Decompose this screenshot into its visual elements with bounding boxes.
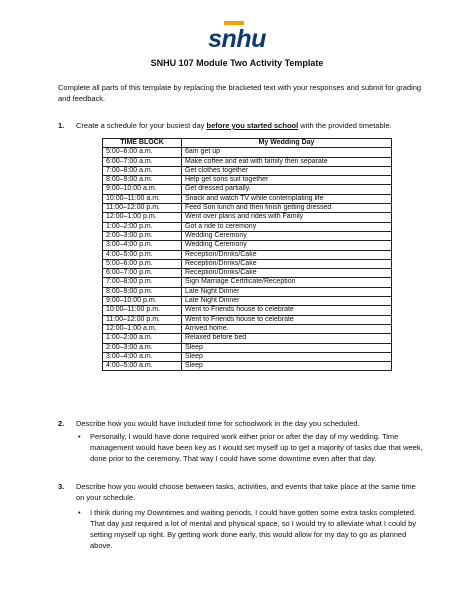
schedule-row: [103, 213, 392, 222]
time-block-cell: 5:00–6:00 p.m.: [103, 259, 182, 268]
time-block-cell: 7:00–8:00 p.m.: [103, 278, 182, 287]
time-block-cell: 6:00–7:00 a.m.: [103, 157, 182, 166]
activity-cell: Reception/Drinks/Cake: [182, 269, 392, 278]
schedule-row: [103, 306, 392, 315]
time-block-cell: 2:00–3:00 p.m.: [103, 231, 182, 240]
schedule-row: [103, 287, 392, 296]
activity-cell: Make coffee and eat with family then separate: [182, 157, 392, 166]
activity-cell: Late Night Dinner: [182, 297, 392, 306]
schedule-body: [103, 148, 392, 371]
schedule-row: [103, 157, 392, 166]
question-1-text-start: Create a schedule for your busiest day: [76, 121, 207, 130]
schedule-row: [103, 278, 392, 287]
bullet-icon: •: [78, 432, 81, 441]
activity-cell: Get dressed partially.: [182, 185, 392, 194]
question-2-number: 2.: [58, 419, 65, 428]
time-block-cell: 3:00–4:00 p.m.: [103, 241, 182, 250]
time-block-cell: 4:00–5:00 p.m.: [103, 250, 182, 259]
schedule-row: [103, 231, 392, 240]
activity-cell: Late Night Dinner: [182, 287, 392, 296]
question-1-text-end: with the provided timetable.: [298, 121, 392, 130]
activity-cell: Went to Friends house to celebrate: [182, 315, 392, 324]
activity-cell: Wedding Ceremony: [182, 241, 392, 250]
time-block-cell: 1:00–2:00 a.m.: [103, 334, 182, 343]
question-1: [58, 120, 421, 131]
activity-cell: Snack and watch TV while contemplating life: [182, 194, 392, 203]
time-block-cell: 10:00–11:00 p.m.: [103, 306, 182, 315]
time-block-cell: 11:00–12:00 p.m.: [103, 204, 182, 213]
activity-cell: Sign Marriage Certificate/Reception: [182, 278, 392, 287]
time-block-cell: 12:00–1:00 a.m.: [103, 324, 182, 333]
question-1-emphasis: before you started school: [206, 121, 299, 130]
schedule-row: [103, 315, 392, 324]
schedule-row: [103, 297, 392, 306]
time-block-cell: 1:00–2:00 p.m.: [103, 222, 182, 231]
document-title: SNHU 107 Module Two Activity Template: [150, 58, 324, 68]
question-3-text: Describe how you would choose between tasks, activities, and events that take place at the same time on your schedule.: [76, 482, 416, 502]
schedule-row: [103, 259, 392, 268]
schedule-row: [103, 148, 392, 157]
schedule-row: [103, 343, 392, 352]
time-block-cell: 6:00–7:00 p.m.: [103, 269, 182, 278]
activity-cell: Went to Friends house to celebrate: [182, 306, 392, 315]
time-block-cell: 8:00–9:00 a.m.: [103, 176, 182, 185]
activity-cell: Sleep: [182, 343, 392, 352]
time-block-cell: 3:00–4:00 a.m.: [103, 352, 182, 361]
question-1-text: [76, 120, 421, 131]
question-2-text: Describe how you would have included time for schoolwork in the day you scheduled.: [76, 419, 360, 428]
question-1-number: 1.: [58, 121, 65, 130]
activity-cell: Reception/Drinks/Cake: [182, 259, 392, 268]
schedule-row: [103, 269, 392, 278]
time-block-cell: 4:00–5:00 a.m.: [103, 362, 182, 371]
activity-cell: Sleep: [182, 352, 392, 361]
activity-cell: Arrived home.: [182, 324, 392, 333]
schedule-row: [103, 166, 392, 175]
time-block-cell: 9:00–10:00 a.m.: [103, 185, 182, 194]
schedule-row: [103, 185, 392, 194]
activity-cell: Wedding Ceremony: [182, 231, 392, 240]
time-block-cell: 12:00–1:00 p.m.: [103, 213, 182, 222]
activity-cell: Get clothes together: [182, 166, 392, 175]
time-block-cell: 5:00–6:00 a.m.: [103, 148, 182, 157]
schedule-row: [103, 324, 392, 333]
schedule-row: [103, 352, 392, 361]
question-3-number: 3.: [58, 482, 65, 491]
time-block-cell: 11:00–12:00 p.m.: [103, 315, 182, 324]
question-2-answer-text: Personally, I would have done required work either prior or after the day of my wedding. Time management would have been key as I would set myself up to get a majority of tasks due that week, done prior to the ceremony. That way I could have some downtime even after that day.: [90, 432, 423, 463]
schedule-row: [103, 176, 392, 185]
schedule-row: [103, 362, 392, 371]
question-3: [58, 481, 421, 503]
schedule-row: [103, 204, 392, 213]
activity-cell: 6am get up: [182, 148, 392, 157]
activity-cell: Sleep: [182, 362, 392, 371]
schedule-row: [103, 250, 392, 259]
activity-cell: Help get sons suit together: [182, 176, 392, 185]
question-3-answer-text: I think during my Downtimes and waiting periods, I could have gotten some extra tasks completed. That day just required a lot of mental and physical space, so I would try to alleviate what I could by setting myself up right. By getting work done early, this would allow for my day to go as planned above.: [90, 508, 417, 550]
time-block-cell: 10:00–11:00 a.m.: [103, 194, 182, 203]
question-2-answer: [78, 431, 430, 464]
schedule-header-row: [103, 139, 392, 148]
activity-cell: Got a ride to ceremony: [182, 222, 392, 231]
schedule-row: [103, 241, 392, 250]
schedule-row: [103, 222, 392, 231]
activity-cell: Feed Son lunch and then finish getting dressed: [182, 204, 392, 213]
activity-cell: Relaxed before bed: [182, 334, 392, 343]
question-3-answer: [78, 507, 430, 551]
schedule-table: [102, 138, 392, 371]
question-2: [58, 418, 421, 429]
wedding-day-header: My Wedding Day: [182, 139, 392, 148]
schedule-row: [103, 194, 392, 203]
time-block-cell: 9:00–10:00 p.m.: [103, 297, 182, 306]
schedule-row: [103, 334, 392, 343]
time-block-header: TIME BLOCK: [103, 139, 182, 148]
time-block-cell: 7:00–8:00 a.m.: [103, 166, 182, 175]
bullet-icon: •: [78, 508, 81, 517]
time-block-cell: 2:00–3:00 a.m.: [103, 343, 182, 352]
activity-cell: Went over plans and rides with Family: [182, 213, 392, 222]
snhu-logo: snhu: [208, 25, 266, 53]
instructions-paragraph: Complete all parts of this template by replacing the bracketed text with your responses and submit for grading and feedback.: [58, 83, 422, 103]
time-block-cell: 8:00–9:00 p.m.: [103, 287, 182, 296]
activity-cell: Reception/Drinks/Cake: [182, 250, 392, 259]
